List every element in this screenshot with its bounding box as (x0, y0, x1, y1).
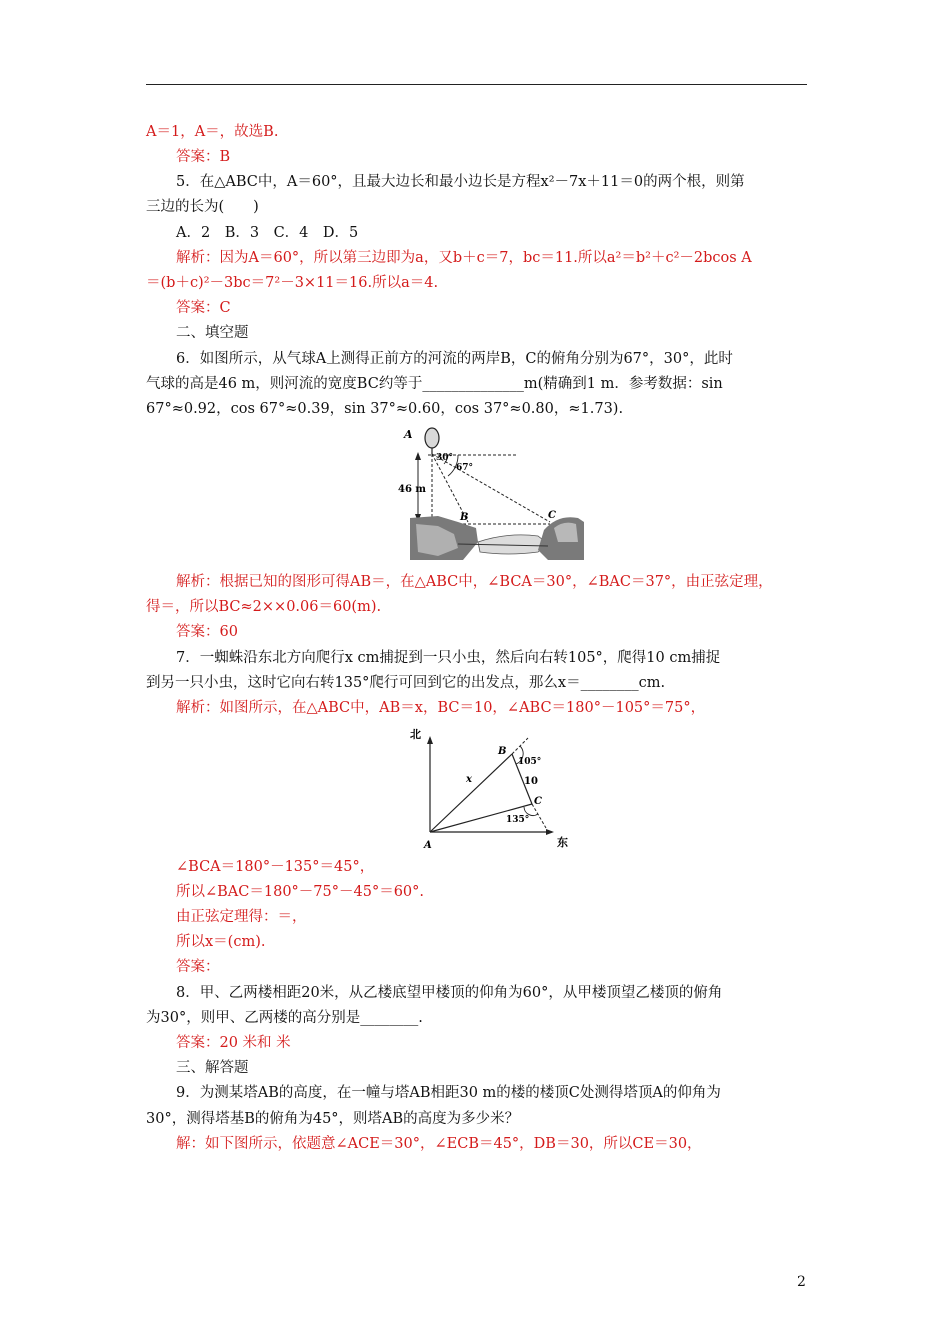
fig2-label-135: 135° (506, 815, 530, 825)
text-line: 解析：如图所示，在△ABC中，AB＝x，BC＝10，∠ABC＝180°－105°＝75°， (176, 700, 706, 716)
text-line: 答案：C (176, 300, 231, 316)
text-line: A＝1，A＝，故选B. (146, 124, 279, 140)
text-line: 6．如图所示，从气球A上测得正前方的河流的两岸B，C的俯角分别为67°，30°，此时 (176, 351, 733, 367)
fig2-label-a: A (424, 840, 432, 850)
fig1-label-a: A (404, 428, 413, 441)
text-line: 67°≈0.92，cos 67°≈0.39，sin 37°≈0.60，cos 37°≈0.80，≈1.73). (146, 401, 624, 417)
text-line: 气球的高是46 m，则河流的宽度BC约等于______________m(精确到1 m．参考数据：sin (146, 376, 723, 392)
fig2-label-c: C (534, 796, 542, 807)
figure-balloon-river (398, 424, 588, 564)
text-line: 解析：因为A＝60°，所以第三边即为a，又b＋c＝7，bc＝11.所以a²＝b²＋c²－2bcos A (176, 250, 752, 266)
text-line: 7．一蜘蛛沿东北方向爬行x cm捕捉到一只小虫，然后向右转105°，爬得10 cm捕捉 (176, 650, 721, 666)
text-line: 9．为测某塔AB的高度，在一幢与塔AB相距30 m的楼的楼顶C处测得塔顶A的仰角为 (176, 1085, 721, 1101)
text-line: 由正弦定理得：＝， (176, 909, 307, 925)
text-line: 答案：B (176, 149, 231, 165)
fig2-label-x: x (466, 774, 472, 785)
figure-spider-path (402, 724, 582, 850)
text-line: 为30°，则甲、乙两楼的高分别是________. (146, 1010, 423, 1026)
header-rule (146, 84, 807, 85)
text-line: 得＝，所以BC≈2××0.06＝60(m). (146, 599, 382, 615)
text-line: 所以∠BAC＝180°－75°－45°＝60°. (176, 884, 425, 900)
text-line: 所以x＝(cm). (176, 934, 266, 950)
text-line: ＝(b＋c)²－3bc＝7²－3×11＝16.所以a＝4. (146, 275, 439, 291)
page-number: 2 (797, 1274, 806, 1290)
text-line: 二、填空题 (176, 325, 249, 341)
text-line: 答案：60 (176, 624, 238, 640)
fig1-label-c: C (548, 510, 556, 521)
text-line: ∠BCA＝180°－135°＝45°， (176, 859, 375, 875)
fig2-label-b: B (498, 746, 507, 757)
fig1-label-67: 67° (456, 463, 474, 473)
text-line: A．2 B．3 C．4 D．5 (176, 225, 359, 241)
text-line: 30°，测得塔基B的俯角为45°，则塔AB的高度为多少米？ (146, 1111, 520, 1127)
fig2-label-10: 10 (524, 776, 538, 787)
text-line: 解：如下图所示，依题意∠ACE＝30°，∠ECB＝45°，DB＝30，所以CE＝30， (176, 1136, 702, 1152)
text-line: 三、解答题 (176, 1060, 249, 1076)
text-line: 答案： (176, 959, 220, 975)
fig2-label-105: 105° (518, 757, 542, 767)
fig1-label-height: 46 m (398, 484, 426, 495)
text-line: 答案：20 米和 米 (176, 1035, 291, 1051)
fig2-label-east: 东 (557, 836, 568, 849)
fig1-label-b: B (460, 512, 469, 523)
fig2-label-north: 北 (410, 728, 421, 741)
text-line: 解析：根据已知的图形可得AB＝，在△ABC中，∠BCA＝30°，∠BAC＝37°，由正弦定理， (176, 574, 773, 590)
text-line: 到另一只小虫，这时它向右转135°爬行可回到它的出发点，那么x＝________cm. (146, 675, 666, 691)
text-line: 5．在△ABC中，A＝60°，且最大边长和最小边长是方程x²－7x＋11＝0的两个根，则第 (176, 174, 745, 190)
fig1-label-30: 30° (436, 453, 454, 463)
text-line: 8．甲、乙两楼相距20米，从乙楼底望甲楼顶的仰角为60°，从甲楼顶望乙楼顶的俯角 (176, 985, 723, 1001)
text-line: 三边的长为( ) (146, 199, 259, 215)
